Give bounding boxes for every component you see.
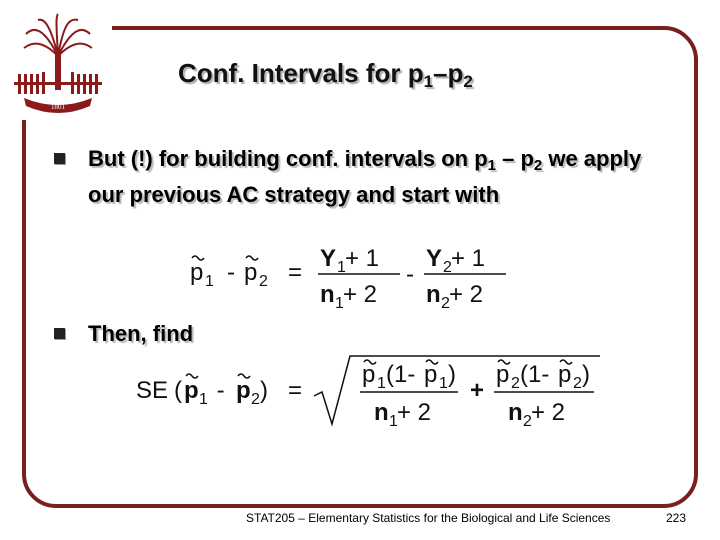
- svg-text:=: =: [288, 259, 303, 286]
- svg-text:1: 1: [337, 259, 346, 276]
- svg-text:p: p: [558, 361, 572, 388]
- svg-text:2: 2: [251, 391, 260, 408]
- university-seal-logo: [4, 8, 112, 120]
- svg-text:+ 2: + 2: [449, 281, 484, 308]
- bullet-text-1: But (!) for building conf. intervals on $p_1 - p_2$ we apply our previous AC strategy and start with: [88, 146, 642, 207]
- svg-text:SE: SE: [136, 377, 169, 404]
- bullet-marker: [54, 153, 65, 164]
- svg-text:+ 1: + 1: [451, 245, 486, 272]
- svg-text:1: 1: [377, 375, 386, 392]
- svg-text:2: 2: [511, 375, 520, 392]
- svg-text:(1-: (1-: [520, 361, 550, 388]
- formula-standard-error: [130, 350, 610, 430]
- svg-text:1: 1: [439, 375, 448, 392]
- svg-text:-: -: [227, 259, 235, 286]
- svg-text:2: 2: [441, 295, 450, 310]
- svg-text:-: -: [210, 377, 232, 404]
- svg-text:): ): [582, 361, 590, 388]
- svg-text:1: 1: [199, 391, 208, 408]
- slide-title: Conf. Intervals for $p_1-p_2$: [178, 58, 473, 91]
- svg-text:(1-: (1-: [386, 361, 416, 388]
- svg-text:p: p: [424, 361, 438, 388]
- svg-text:1801: 1801: [51, 103, 65, 111]
- formula1-p1: p: [190, 259, 204, 286]
- svg-text:): ): [260, 377, 268, 404]
- bullet-item-2: [54, 319, 674, 351]
- svg-text:): ): [448, 361, 456, 388]
- svg-text:-: -: [406, 261, 414, 288]
- svg-text:+ 2: + 2: [397, 399, 432, 426]
- svg-text:2: 2: [259, 273, 268, 290]
- svg-text:p: p: [362, 361, 376, 388]
- svg-text:n: n: [320, 281, 335, 308]
- svg-text:p: p: [496, 361, 510, 388]
- formula-difference-estimate: [180, 240, 520, 310]
- bullet-item-1: [54, 144, 674, 240]
- svg-text:Y: Y: [320, 245, 337, 272]
- svg-text:n: n: [374, 399, 389, 426]
- svg-text:+ 2: + 2: [343, 281, 378, 308]
- svg-text:Y: Y: [426, 245, 443, 272]
- svg-text:n: n: [508, 399, 523, 426]
- svg-text:p: p: [184, 377, 199, 404]
- formula1-p2: p: [244, 259, 258, 286]
- svg-text:1: 1: [389, 413, 398, 430]
- svg-text:+ 2: + 2: [531, 399, 566, 426]
- bullet-text-2: Then, find: [88, 321, 194, 346]
- svg-text:1: 1: [205, 273, 214, 290]
- svg-text:2: 2: [443, 259, 452, 276]
- svg-text:=: =: [288, 377, 303, 404]
- svg-text:p: p: [236, 377, 251, 404]
- svg-text:n: n: [426, 281, 441, 308]
- svg-text:+ 1: + 1: [345, 245, 380, 272]
- svg-text:+: +: [470, 377, 485, 404]
- page-number: 223: [666, 511, 687, 525]
- footer-course-title: STAT205 – Elementary Statistics for the Biological and Life Sciences: [246, 511, 611, 525]
- svg-text:(: (: [174, 377, 182, 404]
- svg-text:2: 2: [523, 413, 532, 430]
- svg-text:1: 1: [335, 295, 344, 310]
- svg-text:2: 2: [573, 375, 582, 392]
- bullet-marker: [54, 328, 65, 339]
